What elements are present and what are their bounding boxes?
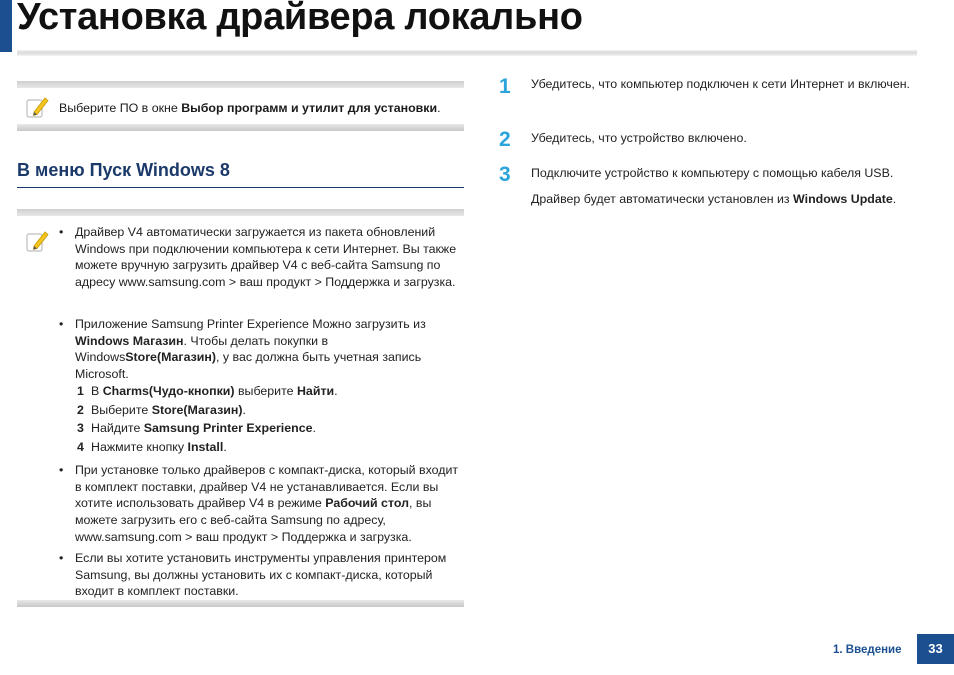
pencil-note-icon (25, 94, 51, 125)
step-text: Убедитесь, что компьютер подключен к сети Интернет и включен. (531, 77, 911, 91)
note-box-windows8 (17, 209, 464, 607)
bullet-icon: • (59, 551, 64, 565)
step-note: Драйвер будет автоматически установлен из Windows Update. (531, 192, 897, 206)
section-title: В меню Пуск Windows 8 (17, 160, 230, 180)
title-accent-bar (0, 0, 12, 52)
list-item: • Если вы хотите установить инструменты управления принтером Samsung, вы должны установить их с компакт-диска, который входит в комплект поставки. (59, 551, 447, 599)
page-number: 33 (917, 634, 954, 664)
note-bottom-bar (17, 600, 464, 607)
title-divider (17, 50, 917, 56)
page-title: Установка драйвера локально (17, 0, 583, 38)
list-item: • Приложение Samsung Printer Experience Можно загрузить из Windows Магазин. Чтобы делать покупки в WindowsStore(Магазин), у вас должна быть учетная запись Microsoft. (59, 317, 426, 382)
note-top-bar (17, 81, 464, 88)
bullet-icon: • (59, 317, 64, 331)
note-box-select-software (17, 81, 464, 131)
step-number: 3 (499, 163, 511, 186)
note-text: Выберите ПО в окне Выбор программ и утилит для установки. (59, 101, 441, 115)
step-number: 1 (499, 75, 511, 98)
step-text: Подключите устройство к компьютеру с помощью кабеля USB. (531, 166, 894, 180)
substep-item: 4 Нажмите кнопку Install. (77, 440, 227, 454)
chapter-label: 1. Введение (833, 644, 902, 656)
note-top-bar (17, 209, 464, 216)
step-number: 2 (499, 128, 511, 151)
note-bottom-bar (17, 124, 464, 131)
section-divider (17, 187, 464, 188)
pencil-note-icon (25, 228, 51, 259)
bullet-icon: • (59, 463, 64, 477)
substep-item: 3 Найдите Samsung Printer Experience. (77, 421, 316, 435)
program-selection-window-name: Выбор программ и утилит для установки (181, 101, 438, 115)
list-item: • Драйвер V4 автоматически загружается из пакета обновлений Windows при подключении компьютера к сети Интернет. Вы также можете вручную загрузить драйвер V4 с веб-сайта Samsung по адресу www.samsung.com > ваш продукт > Поддержка и загрузка. (59, 225, 457, 290)
substep-item: 2 Выберите Store(Магазин). (77, 403, 246, 417)
list-item: • При установке только драйверов с компакт-диска, который входит в комплект поставки, драйвер V4 не устанавливается. Если вы хотите использовать драйвер V4 в режиме Рабочий стол, вы можете загрузить его с веб-сайта Samsung по адресу, www.samsung.com > ваш продукт > Поддержка и загрузка. (59, 463, 459, 544)
bullet-icon: • (59, 225, 64, 239)
step-text: Убедитесь, что устройство включено. (531, 131, 747, 145)
substep-item: 1 В Charms(Чудо-кнопки) выберите Найти. (77, 384, 338, 398)
